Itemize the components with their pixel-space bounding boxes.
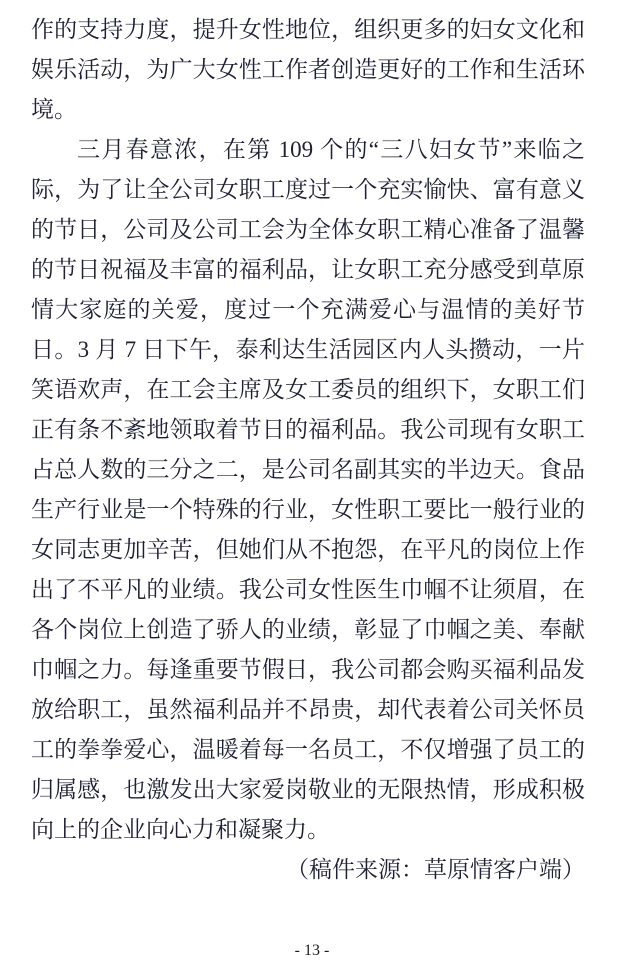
page-number: - 13 - — [294, 942, 330, 959]
document-body — [31, 10, 585, 890]
body-paragraph-main: 三月春意浓，在第 109 个的“三八妇女节”来临之际，为了让全公司女职工度过一个充实愉快、富有意义的节日，公司及公司工会为全体女职工精心准备了温馨的节日祝福及丰富的福利品，让女职工充分感受到草原情大家庭的关爱，度过一个充满爱心与温情的美好节日。3 月 7 日下午，泰利达生活园区内人头攒动，一片笑语欢声，在工会主席及女工委员的组织下，女职工们正有条不紊地领取着节日的福利品。我公司现有女职工占总人数的三分之二，是公司名副其实的半边天。食品生产行业是一个特殊的行业，女性职工要比一般行业的女同志更加辛苦，但她们从不抱怨，在平凡的岗位上作出了不平凡的业绩。我公司女性医生巾帼不让须眉，在各个岗位上创造了骄人的业绩，彰显了巾帼之美、奉献巾帼之力。每逢重要节假日，我公司都会购买福利品发放给职工，虽然福利品并不昂贵，却代表着公司关怀员工的拳拳爱心，温暖着每一名员工，不仅增强了员工的归属感，也激发出大家爱岗敬业的无限热情，形成积极向上的企业向心力和凝聚力。 — [31, 137, 585, 842]
source-attribution: （稿件来源：草原情客户端） — [286, 857, 585, 882]
body-paragraph-continuation: 作的支持力度，提升女性地位，组织更多的妇女文化和娱乐活动，为广大女性工作者创造更好的工作和生活环境。 — [31, 17, 585, 122]
